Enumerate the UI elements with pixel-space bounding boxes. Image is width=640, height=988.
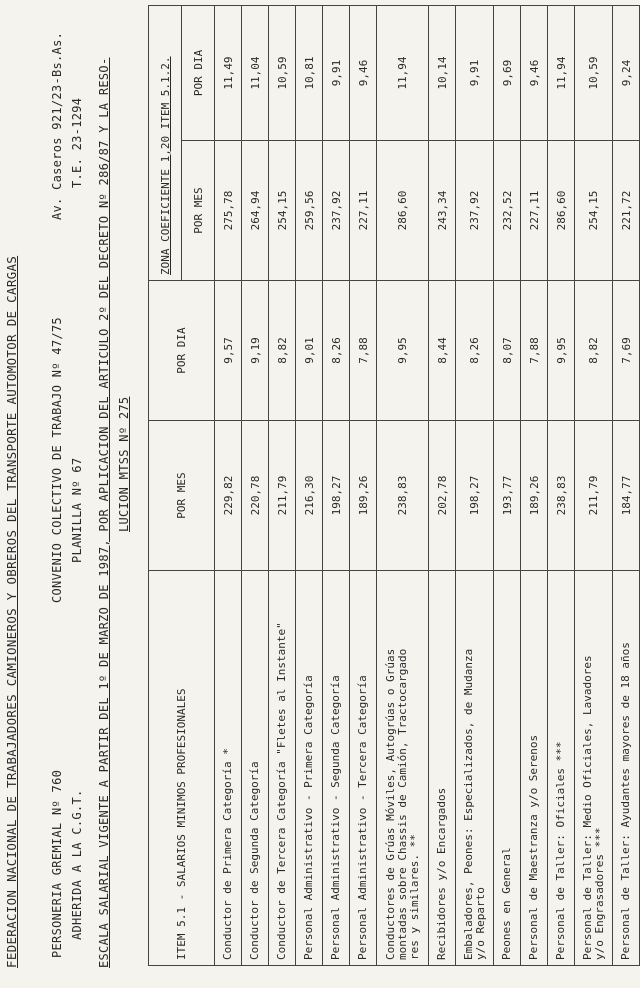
mes-column-header: POR MES: [149, 421, 215, 571]
category-label: Recibidores y/o Encargados: [429, 571, 456, 966]
salary-table: [148, 5, 640, 966]
daily-salary: 8,07: [494, 281, 521, 421]
item-column-header: ITEM 5.1 - SALARIOS MINIMOS PROFESIONALES: [149, 571, 215, 966]
monthly-salary: 211,79: [269, 421, 296, 571]
zone-monthly-salary: 227,11: [350, 141, 377, 281]
zone-daily-salary: 10,81: [296, 5, 323, 140]
zone-monthly-salary: 259,56: [296, 141, 323, 281]
monthly-salary: 184,77: [613, 421, 640, 571]
zone-monthly-salary: 227,11: [521, 141, 548, 281]
daily-salary: 8,82: [575, 281, 613, 421]
category-label: Personal de Maestranza y/o Serenos: [521, 571, 548, 966]
table-row: [575, 5, 613, 965]
category-label: Personal Administrativo - Tercera Categoría: [350, 571, 377, 966]
zone-monthly-salary: 237,92: [456, 141, 494, 281]
daily-salary: 7,88: [521, 281, 548, 421]
daily-salary: 7,88: [350, 281, 377, 421]
table-row: [269, 5, 296, 965]
zone-monthly-salary: 254,15: [575, 141, 613, 281]
table-row: [296, 5, 323, 965]
daily-salary: 9,57: [215, 281, 242, 421]
zone-daily-salary: 10,14: [429, 5, 456, 140]
address-text: Av. Caseros 921/23-Bs.As.: [50, 31, 64, 220]
zone-daily-salary: 9,91: [456, 5, 494, 140]
category-label: Personal de Taller: Ayudantes mayores de 18 años: [613, 571, 640, 966]
table-row: [521, 5, 548, 965]
zone-monthly-salary: 264,94: [242, 141, 269, 281]
monthly-salary: 238,83: [377, 421, 429, 571]
zone-coefficient-header: ZONA COEFICIENTE 1,20 ITEM 5.1.2.: [149, 5, 182, 280]
daily-salary: 8,26: [456, 281, 494, 421]
zone-monthly-salary: 286,60: [377, 141, 429, 281]
zone-daily-salary: 10,59: [269, 5, 296, 140]
monthly-salary: 189,26: [350, 421, 377, 571]
zone-monthly-salary: 254,15: [269, 141, 296, 281]
dia-column-header: POR DIA: [149, 281, 215, 421]
phone-text: T.E. 23-1294: [70, 97, 84, 188]
daily-salary: 9,95: [548, 281, 575, 421]
table-row: [429, 5, 456, 965]
category-label: Conductores de Grúas Móviles, Autogrúas o Grúas montadas sobre Chassis de Camión, Tractocargado res y similares. **: [377, 571, 429, 966]
table-row: [377, 5, 429, 965]
category-label: Conductor de Segunda Categoría: [242, 571, 269, 966]
monthly-salary: 198,27: [456, 421, 494, 571]
daily-salary: 9,19: [242, 281, 269, 421]
zone-daily-salary: 9,46: [350, 5, 377, 140]
zone-monthly-salary: 275,78: [215, 141, 242, 281]
category-label: Personal de Taller: Oficiales ***: [548, 571, 575, 966]
escala-title-line1: ESCALA SALARIAL VIGENTE A PARTIR DEL 1º DE MARZO DE 1987, POR APLICACION DEL ARTICULO 2º DEL DECRETO Nº 286/87 Y LA RESO-: [97, 57, 111, 968]
category-label: Personal de Taller: Medio Oficiales, Lavadores y/o Engrasadores ***: [575, 571, 613, 966]
monthly-salary: 202,78: [429, 421, 456, 571]
daily-salary: 8,82: [269, 281, 296, 421]
category-label: Personal Administrativo - Segunda Categoría: [323, 571, 350, 966]
adherida-text: ADHERIDA A LA C.G.T.: [70, 789, 84, 940]
zone-daily-salary: 11,04: [242, 5, 269, 140]
monthly-salary: 220,78: [242, 421, 269, 571]
zone-monthly-salary: 286,60: [548, 141, 575, 281]
planilla-text: PLANILLA Nº 67: [70, 457, 84, 563]
category-label: Peones en General: [494, 571, 521, 966]
escala-title-line2: LUCION MTSS Nº 275: [117, 396, 131, 532]
daily-salary: 9,95: [377, 281, 429, 421]
monthly-salary: 211,79: [575, 421, 613, 571]
federation-title: FEDERACION NACIONAL DE TRABAJADORES CAMIONEROS Y OBREROS DEL TRANSPORTE AUTOMOTOR DE CARGAS: [4, 255, 19, 968]
zone-daily-salary: 9,46: [521, 5, 548, 140]
daily-salary: 8,26: [323, 281, 350, 421]
zone-monthly-salary: 232,52: [494, 141, 521, 281]
zone-daily-salary: 10,59: [575, 5, 613, 140]
monthly-salary: 238,83: [548, 421, 575, 571]
zone-dia-column-header: POR DIA: [182, 5, 215, 140]
table-row: [456, 5, 494, 965]
zone-daily-salary: 11,94: [377, 5, 429, 140]
zone-monthly-salary: 237,92: [323, 141, 350, 281]
table-row: [613, 5, 640, 965]
table-row: [242, 5, 269, 965]
zone-daily-salary: 9,91: [323, 5, 350, 140]
daily-salary: 9,01: [296, 281, 323, 421]
daily-salary: 7,69: [613, 281, 640, 421]
monthly-salary: 216,30: [296, 421, 323, 571]
category-label: Conductor de Primera Categoría *: [215, 571, 242, 966]
zone-daily-salary: 11,49: [215, 5, 242, 140]
monthly-salary: 198,27: [323, 421, 350, 571]
monthly-salary: 193,77: [494, 421, 521, 571]
table-row: [548, 5, 575, 965]
zone-daily-salary: 11,94: [548, 5, 575, 140]
zone-daily-salary: 9,24: [613, 5, 640, 140]
table-row: [350, 5, 377, 965]
category-label: Personal Administrativo - Primera Categoría: [296, 571, 323, 966]
zone-monthly-salary: 221,72: [613, 141, 640, 281]
zone-daily-salary: 9,69: [494, 5, 521, 140]
zone-mes-column-header: POR MES: [182, 141, 215, 281]
category-label: Embaladores, Peones: Especializados, de Mudanza y/o Reparto: [456, 571, 494, 966]
daily-salary: 8,44: [429, 281, 456, 421]
table-row: [323, 5, 350, 965]
table-row: [494, 5, 521, 965]
table-row: [215, 5, 242, 965]
zone-monthly-salary: 243,34: [429, 141, 456, 281]
personeria-text: PERSONERIA GREMIAL Nº 760: [50, 769, 64, 958]
monthly-salary: 229,82: [215, 421, 242, 571]
monthly-salary: 189,26: [521, 421, 548, 571]
table-header-row: [149, 5, 182, 965]
category-label: Conductor de Tercera Categoría "Fletes al Instante": [269, 571, 296, 966]
convenio-text: CONVENIO COLECTIVO DE TRABAJO Nº 47/75: [50, 317, 64, 603]
